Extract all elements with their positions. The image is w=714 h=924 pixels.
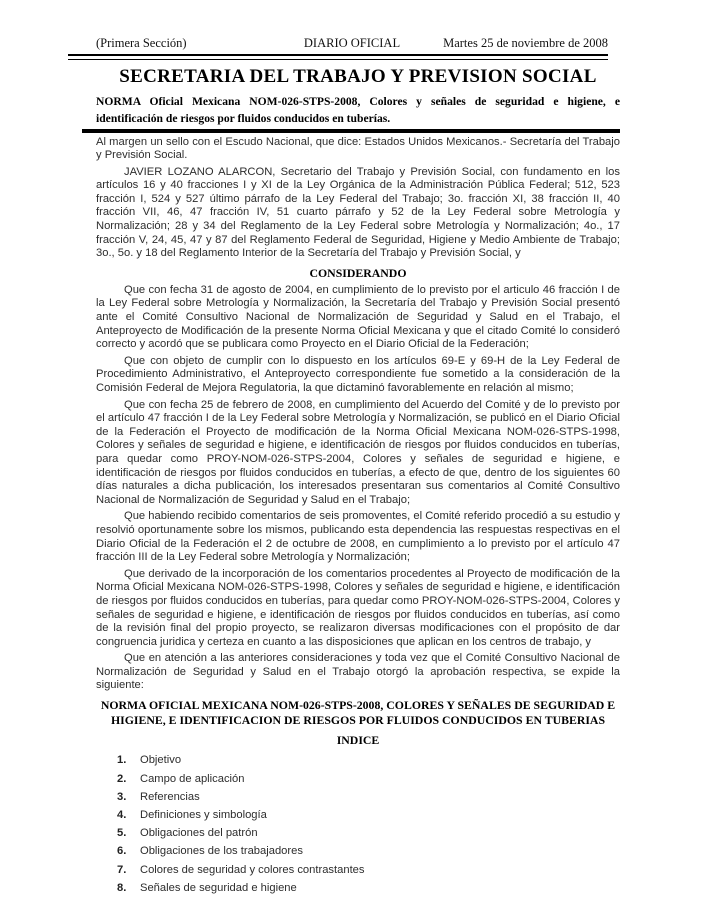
- indice-item-label: Colores de seguridad y colores contrastantes: [140, 863, 365, 876]
- indice-heading: INDICE: [336, 733, 380, 748]
- indice-item-label: Obligaciones del patrón: [140, 827, 258, 840]
- indice-item-number: 5.: [117, 827, 127, 840]
- indice-item-colores: [96, 864, 620, 882]
- indice-item-number: 6.: [117, 845, 127, 858]
- considerando-paragraph-1: Que con fecha 31 de agosto de 2004, en cumplimiento de lo previsto por el articulo 46 fracción I de la Ley Federal sobre Metrología y Normalización, la Secretaría del Trabajo y Previsión Social presentó ante el Comité Consultivo Nacional de Normalización de Seguridad y Salud en el Trabajo, el Anteproyecto de Modificación de la presente Norma Oficial Mexicana y que el citado Comité lo consideró correcto y acordó que se publicara como Proyecto en el Diario Oficial de la Federación;: [96, 283, 620, 351]
- considerando-paragraph-4: Que habiendo recibido comentarios de seis promoventes, el Comité referido procedió a su estudio y resolvió oportunamente sobre los mismos, publicando esta dependencia las respuestas respectivas en el Diario Oficial de la Federación el 2 de octubre de 2008, en cumplimiento a lo previsto por el artículo 47 fracción III de la Ley Federal sobre Metrología y Normalización;: [96, 510, 620, 564]
- indice-item-label: Obligaciones de los trabajadores: [140, 845, 303, 858]
- page-title: SECRETARIA DEL TRABAJO Y PREVISION SOCIAL: [119, 66, 597, 87]
- considerando-paragraph-5: Que derivado de la incorporación de los comentarios procedentes al Proyecto de modificación de la Norma Oficial Mexicana NOM-026-STPS-1998, Colores y señales de seguridad e higiene, e identificación de riesgos por fluidos conducidos en tuberías, para quedar como PROY-NOM-026-STPS-2004, Colores y señales de seguridad e higiene, e identificación de riesgos por fluidos conducidos en tuberías, así como de la revisión final del propio proyecto, se realizaron diversas modificaciones con el propósito de dar congruencia juridica y certeza en cuanto a las disposiciones que aplican en los centros de trabajo, y: [96, 567, 620, 648]
- indice-item-number: 2.: [117, 772, 127, 785]
- considerando-paragraph-3: Que con fecha 25 de febrero de 2008, en cumplimiento del Acuerdo del Comité y de lo previsto por el artículo 47 fracción I de la Ley Federal sobre Metrología y Normalización, se publicó en el Diario Oficial de la Federación el Proyecto de modificación de la Norma Oficial Mexicana NOM-026-STPS-1998, Colores y señales de seguridad e higiene, e identificación de riesgos por fluidos conducidos en tuberías, para quedar como PROY-NOM-026-STPS-2004, Colores y señales de seguridad e higiene, e identificación de riesgos por fluidos conducidos en tuberías, a efecto de que, dentro de los siguientes 60 días naturales a dicha publicación, los interesados presentaran sus comentarios al Comité Consultivo Nacional de Normalización de Seguridad y Salud en el Trabajo;: [96, 398, 620, 506]
- indice-item-campo-de-aplicacion: [96, 773, 620, 791]
- indice-item-label: Definiciones y simbología: [140, 809, 267, 822]
- paragraph-legal-basis: JAVIER LOZANO ALARCON, Secretario del Trabajo y Previsión Social, con fundamento en los artículos 16 y 40 fracciones I y XI de la Ley Orgánica de la Administración Pública Federal; 512, 523 fracción I, 524 y 527 último párrafo de la Ley Federal del Trabajo; 3o. fracción XI, 38 fracción II, 40 fracción VII, 46, 47 fracción IV, 51 cuarto párrafo y 52 de la Ley Federal sobre Metrología y Normalización; 28 y 34 del Reglamento de la Ley Federal sobre Metrología y Normalización; 4o., 17 fracción V, 24, 45, 47 y 87 del Reglamento Federal de Seguridad, Higiene y Medio Ambiente de Trabajo; 3o., 5o. y 18 del Reglamento Interior de la Secretaría del Trabajo y Previsión Social, y: [96, 165, 620, 260]
- indice-item-referencias: [96, 791, 620, 809]
- page-header: [96, 36, 620, 51]
- indice-item-number: 1.: [117, 754, 127, 767]
- header-date: Martes 25 de noviembre de 2008: [443, 36, 608, 50]
- considerando-paragraph-2: Que con objeto de cumplir con lo dispuesto en los artículos 69-E y 69-H de la Ley Federal de Procedimiento Administrativo, el Anteproyecto correspondiente fue sometido a la consideración de la Comisión Federal de Mejora Regulatoria, la que dictaminó favorablemente en relación al mismo;: [96, 354, 620, 394]
- header-divider-rule: [68, 54, 608, 60]
- header-section-label: (Primera Sección): [96, 36, 187, 50]
- indice-item-number: 3.: [117, 790, 127, 803]
- header-publication-name: DIARIO OFICIAL: [303, 36, 401, 50]
- norm-intro-paragraph: NORMA Oficial Mexicana NOM-026-STPS-2008, Colores y señales de seguridad e higiene, e identificación de riesgos por fluidos conducidos en tuberías.: [96, 95, 620, 125]
- considerando-heading: CONSIDERANDO: [309, 265, 407, 280]
- paragraph-seal: Al margen un sello con el Escudo Nacional, que dice: Estados Unidos Mexicanos.- Secretaría del Trabajo y Previsión Social.: [96, 135, 620, 162]
- indice-list: [96, 754, 620, 900]
- indice-item-label: Señales de seguridad e higiene: [140, 881, 297, 894]
- section-divider-bar: [82, 129, 620, 133]
- indice-item-number: 4.: [117, 809, 127, 822]
- norm-title-heading: NORMA OFICIAL MEXICANA NOM-026-STPS-2008, COLORES Y SEÑALES DE SEGURIDAD E HIGIENE, E IDENTIFICACION DE RIESGOS POR FLUIDOS CONDUCIDOS EN TUBERIAS: [100, 698, 616, 728]
- indice-item-number: 7.: [117, 863, 127, 876]
- indice-item-label: Referencias: [140, 790, 200, 803]
- indice-item-obligaciones-trabajadores: [96, 845, 620, 863]
- indice-item-objetivo: [96, 754, 620, 772]
- indice-item-definiciones: [96, 809, 620, 827]
- indice-item-number: 8.: [117, 881, 127, 894]
- indice-item-label: Objetivo: [140, 754, 182, 767]
- indice-item-obligaciones-patron: [96, 827, 620, 845]
- indice-item-label: Campo de aplicación: [140, 772, 245, 785]
- considerando-paragraph-6: Que en atención a las anteriores consideraciones y toda vez que el Comité Consultivo Nacional de Normalización de Seguridad y Salud en el Trabajo otorgó la aprobación respectiva, se expide la siguiente:: [96, 652, 620, 692]
- indice-item-senales: [96, 882, 620, 900]
